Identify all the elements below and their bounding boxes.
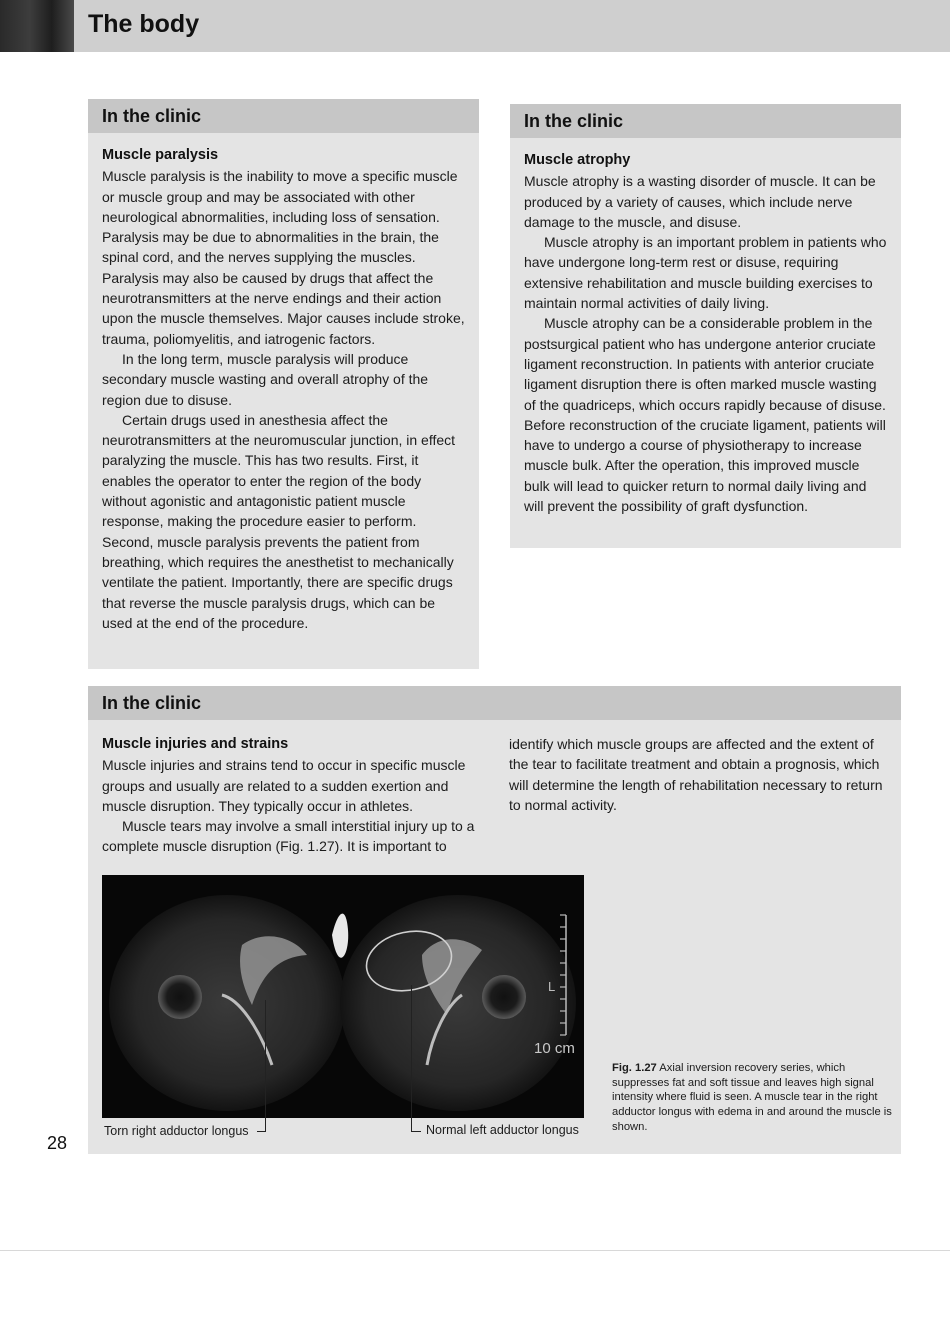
page-number: 28 <box>47 1133 68 1153</box>
clinic-box-header <box>510 104 901 138</box>
injuries-right-column <box>509 734 894 815</box>
injuries-left-column <box>102 734 482 857</box>
figure-label-torn: Torn right adductor longus <box>104 1124 249 1138</box>
paragraph: identify which muscle groups are affected and the extent of the tear to facilitate treatment and obtain a prognosis, which will determine the length of rehabilitation necessary to return to normal activity. <box>509 736 883 813</box>
paragraph: Muscle injuries and strains tend to occur in specific muscle groups and usually are related to a sudden exertion and muscle disruption. They typically occur in athletes. <box>102 757 466 814</box>
mri-thighs-illustration <box>102 875 584 1118</box>
clinic-box-muscle-atrophy <box>510 104 901 548</box>
paragraph: Muscle atrophy is a wasting disorder of muscle. It can be produced by a variety of causes, which include nerve damage to the muscle, and disuse. <box>524 173 876 230</box>
caption-text: Axial inversion recovery series, which suppresses fat and soft tissue and leaves high signal intensity where fluid is seen. A muscle tear in the right adductor longus with edema in and around the muscle is shown. <box>612 1062 892 1133</box>
page-header <box>0 0 950 52</box>
paragraph: Muscle tears may involve a small interstitial injury up to a complete muscle disruption (Fig. 1.27). It is important to <box>102 818 475 855</box>
section-subheading: Muscle atrophy <box>524 152 631 168</box>
paragraph: Certain drugs used in anesthesia affect the neurotransmitters at the neuromuscular junction, in effect paralyzing the muscle. This has two results. First, it enables the operator to enter the region of the body without agonistic and antagonistic patient muscle response, making the procedure easier to perform. Second, muscle paralysis prevents the patient from breathing, which requires the anesthetist to mechanically ventilate the patient. Importantly, there are specific drugs that reverse the muscle paralysis drugs, which can be used at the end of the procedure. <box>102 411 456 631</box>
paragraph: In the long term, muscle paralysis will produce secondary muscle wasting and overall atrophy of the region due to disuse. <box>102 350 429 408</box>
scale-letter: L <box>548 979 556 994</box>
clinic-box-header <box>88 99 479 133</box>
clinic-box-body <box>510 138 901 526</box>
mri-axial-image <box>102 875 584 1118</box>
leader-line-normal <box>411 985 412 1131</box>
paragraph: Muscle atrophy is an important problem in patients who have undergone long-term rest or disuse, requiring extensive rehabilitation and muscle building exercises to maintain normal activities of daily living. <box>524 234 887 312</box>
clinic-box-heading: In the clinic <box>102 105 202 126</box>
paragraph: Muscle paralysis is the inability to move a specific muscle or muscle group and may be associated with other neurological abnormalities, including loss of sensation. Paralysis may be due to abnormalities in the brain, the spinal cord, and the nerves supplying the muscles. Paralysis may also be caused by drugs that affect the neurotransmitters at the nerve endings and their action upon the muscle themselves. Major causes include stroke, trauma, poliomyelitis, and iatrogenic factors. <box>102 168 465 347</box>
footer-rule <box>0 1250 950 1251</box>
leader-line-torn-tick <box>257 1131 266 1132</box>
caption-label: Fig. 1.27 <box>612 1062 657 1074</box>
clinic-box-header <box>88 686 901 720</box>
leader-line-normal-tick <box>411 1131 421 1132</box>
paragraph: Muscle atrophy can be a considerable problem in the postsurgical patient who has undergone anterior cruciate ligament reconstruction. In patients with anterior cruciate ligament disruption there is often marked muscle wasting of the quadriceps, which occurs rapidly because of disuse. Before reconstruction of the cruciate ligament, patients will have to undergo a course of physiotherapy to increase muscle bulk. After the operation, this improved muscle bulk will lead to quicker return to normal daily living and will prevent the possibility of graft dysfunction. <box>524 315 886 515</box>
figure-caption <box>612 1061 902 1135</box>
figure-label-normal: Normal left adductor longus <box>426 1123 579 1137</box>
clinic-box-heading: In the clinic <box>524 110 624 131</box>
section-subheading: Muscle paralysis <box>102 147 219 163</box>
leader-line-torn <box>265 1000 266 1132</box>
scale-label: 10 cm <box>534 1040 575 1057</box>
chapter-title: The body <box>88 10 200 38</box>
section-subheading: Muscle injuries and strains <box>102 736 289 752</box>
header-thumbnail-image <box>0 0 74 52</box>
clinic-box-heading: In the clinic <box>102 692 202 713</box>
clinic-box-body <box>88 133 479 643</box>
clinic-box-muscle-paralysis <box>88 99 479 669</box>
